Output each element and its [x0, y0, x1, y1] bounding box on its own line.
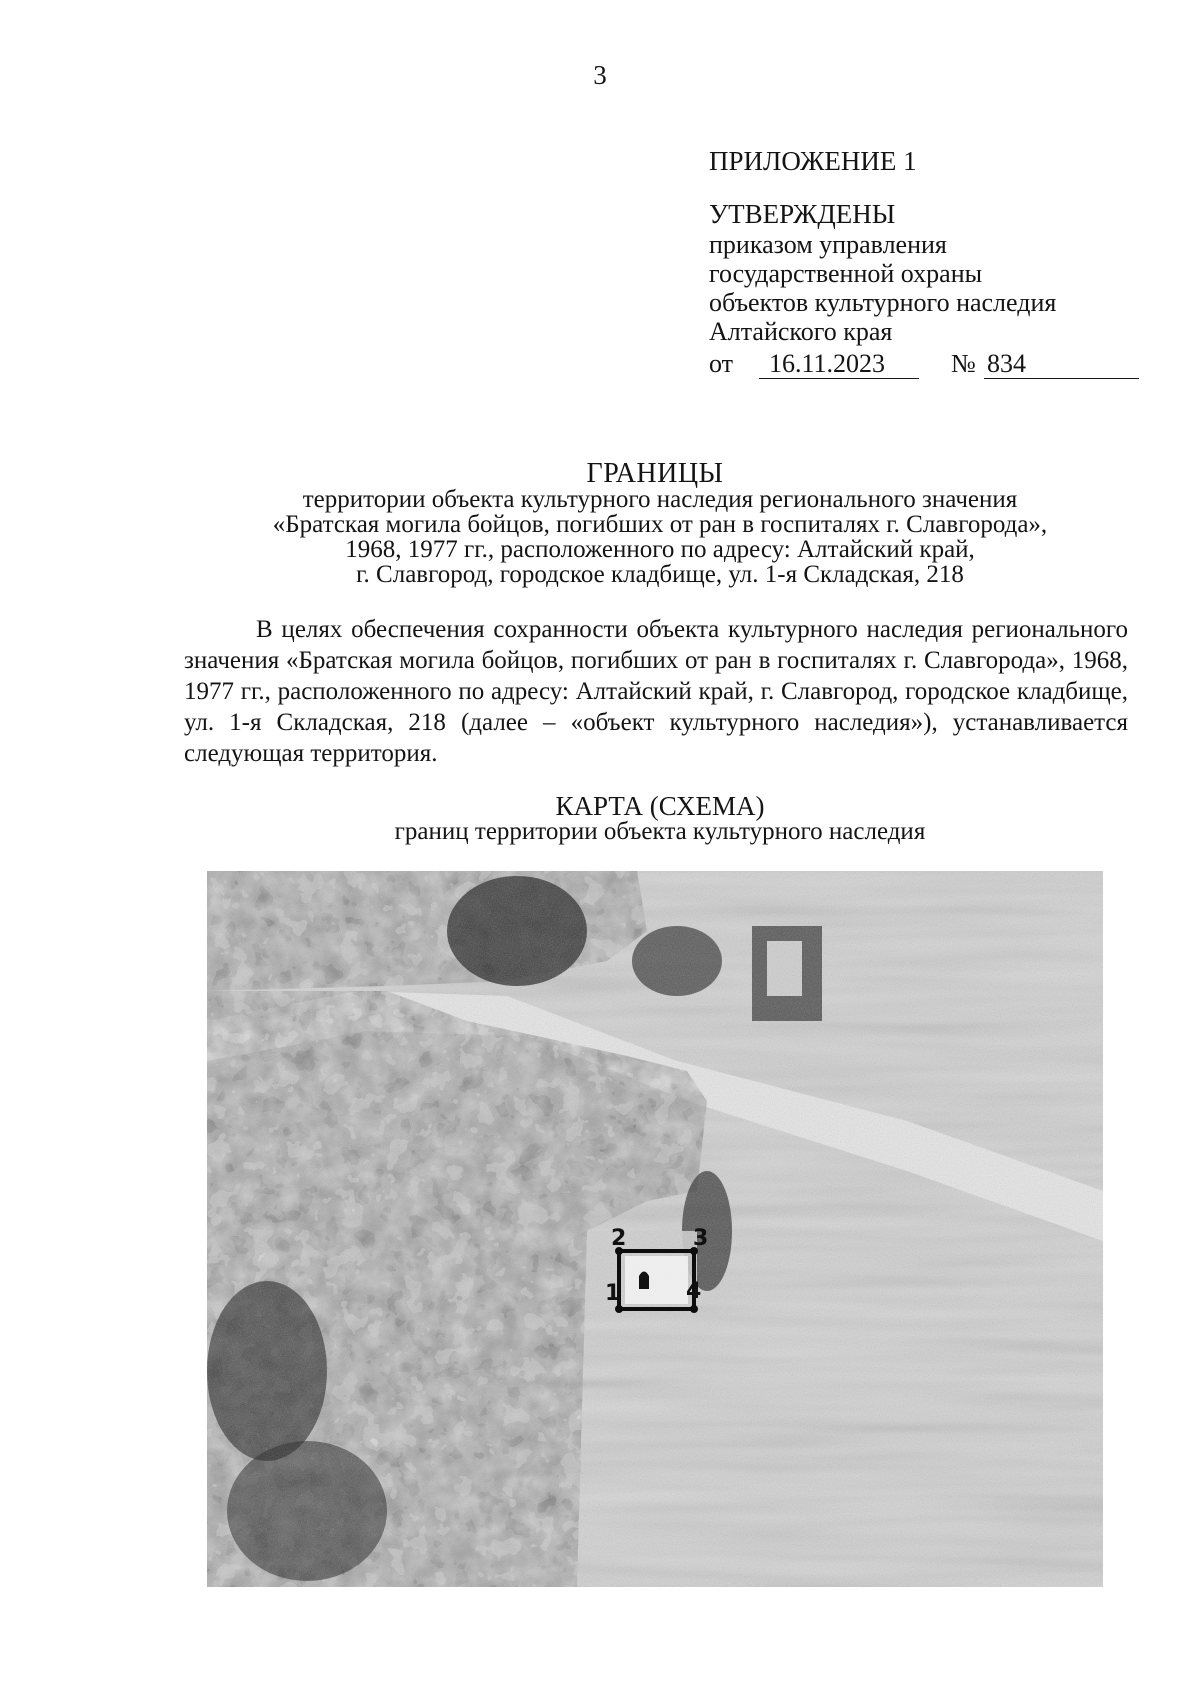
annex-label: ПРИЛОЖЕНИЕ 1	[709, 146, 917, 176]
approval-line-4: Алтайского края	[709, 317, 893, 346]
approval-line-3: объектов культурного наследия	[709, 288, 1057, 317]
number-prefix: №	[951, 349, 976, 378]
map-image	[207, 871, 1103, 1587]
date-prefix: от	[709, 349, 734, 378]
heading-block	[150, 487, 1170, 587]
section-title: ГРАНИЦЫ	[586, 458, 724, 489]
heading-line-1: территории объекта культурного наследия регионального значения	[302, 486, 1018, 513]
heading-line-3: 1968, 1977 гг., расположенного по адресу: Алтайский край,	[345, 536, 975, 563]
number-underline	[984, 378, 1139, 379]
approval-line-1: приказом управления	[709, 230, 947, 259]
heading-line-2: «Братская могила бойцов, погибших от ран в госпиталях г. Славгорода»,	[272, 511, 1048, 538]
satellite-map	[207, 871, 1103, 1587]
boundary-point-4: 4	[686, 1279, 702, 1304]
boundary-point-3: 3	[693, 1226, 709, 1251]
heading-line-4: г. Славгород, городское кладбище, ул. 1-я Складская, 218	[356, 561, 964, 588]
approval-block	[709, 146, 1149, 382]
approved-label: УТВЕРЖДЕНЫ	[709, 199, 896, 229]
order-number: 834	[987, 349, 1026, 378]
order-date: 16.11.2023	[769, 349, 886, 378]
date-underline	[759, 378, 919, 379]
body-paragraph: В целях обеспечения сохранности объекта культурного наследия регионального значения «Братская могила бойцов, погибших от ран в госпиталях г. Славгорода», 1968, 1977 гг., расположенного по адресу: Алтайский край, г. Славгород, городское кладбище, ул. 1-я Складская, 218 (далее – «объект культурного наследия»), устанавливается следующая территория.	[184, 616, 1128, 767]
boundary-point-1: 1	[605, 1281, 621, 1306]
boundary-point-2: 2	[611, 1226, 627, 1251]
order-date-row	[709, 346, 1149, 382]
page-number: 3	[593, 60, 607, 90]
map-subtitle: границ территории объекта культурного наследия	[394, 818, 926, 845]
approval-line-2: государственной охраны	[709, 259, 983, 288]
map-title: КАРТА (СХЕМА)	[555, 791, 765, 821]
